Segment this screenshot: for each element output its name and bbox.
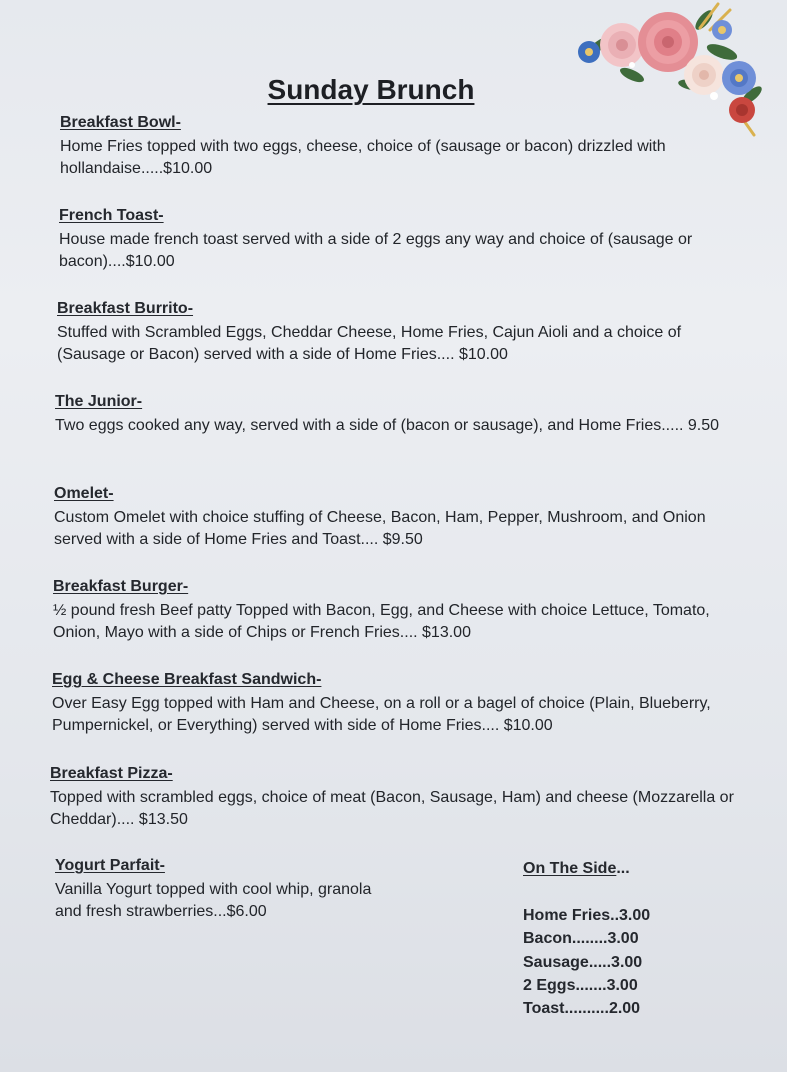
side-item-sausage: Sausage.....3.00 <box>523 953 643 971</box>
menu-item-description: Stuffed with Scrambled Eggs, Cheddar Cheese, Home Fries, Cajun Aioli and a choice of (Sausage or Bacon) served with a side of Home Fries.... $10.00 <box>57 324 682 363</box>
menu-item-omelet <box>54 484 744 551</box>
menu-item-breakfast-burrito <box>57 299 747 366</box>
menu-item-egg-cheese-sandwich <box>52 670 742 737</box>
menu-item-description: House made french toast served with a side of 2 eggs any way and choice of (sausage or bacon)....$10.00 <box>59 231 693 270</box>
menu-item-name: Egg & Cheese Breakfast Sandwich- <box>52 671 322 688</box>
menu-item-description: Vanilla Yogurt topped with cool whip, granola and fresh strawberries...$6.00 <box>55 881 372 920</box>
side-item-2-eggs: 2 Eggs.......3.00 <box>523 976 638 994</box>
page-title: Sunday Brunch <box>267 74 475 105</box>
menu-item-breakfast-bowl <box>60 113 750 180</box>
menu-item-french-toast <box>59 206 749 273</box>
menu-item-the-junior <box>55 392 745 437</box>
menu-item-name: Breakfast Burrito- <box>57 300 194 317</box>
menu-item-name: French Toast- <box>59 207 164 224</box>
side-item-toast: Toast..........2.00 <box>523 1000 641 1018</box>
sides-title-main: On The Side <box>523 860 617 877</box>
menu-item-breakfast-pizza <box>50 764 740 831</box>
menu-item-description: Two eggs cooked any way, served with a side of (bacon or sausage), and Home Fries..... 9.50 <box>55 417 720 434</box>
menu-item-name: The Junior- <box>55 393 143 410</box>
menu-item-description: Custom Omelet with choice stuffing of Cheese, Bacon, Ham, Pepper, Mushroom, and Onion served with a side of Home Fries and Toast.... $9.50 <box>54 509 706 548</box>
side-item-bacon: Bacon........3.00 <box>523 930 639 948</box>
menu-item-breakfast-burger <box>53 577 743 644</box>
menu-item-description: Topped with scrambled eggs, choice of meat (Bacon, Sausage, Ham) and cheese (Mozzarella or Cheddar).... $13.50 <box>50 789 734 828</box>
sides-list <box>523 904 723 1020</box>
menu-item-name: Breakfast Pizza- <box>50 765 173 782</box>
menu-item-name: Breakfast Burger- <box>53 578 189 595</box>
sides-title <box>523 858 723 880</box>
menu-item-description: Over Easy Egg topped with Ham and Cheese, on a roll or a bagel of choice (Plain, Blueberry, Pumpernickel, or Everything) served with side of Home Fries.... $10.00 <box>52 695 711 734</box>
menu-item-yogurt-parfait <box>55 856 375 923</box>
side-item-home-fries: Home Fries..3.00 <box>523 907 651 924</box>
menu-item-name: Yogurt Parfait- <box>55 857 165 874</box>
menu-item-description: Home Fries topped with two eggs, cheese, choice of (sausage or bacon) drizzled with hollandaise.....$10.00 <box>60 138 666 177</box>
menu-item-name: Breakfast Bowl- <box>60 114 181 131</box>
menu-item-description: ½ pound fresh Beef patty Topped with Bacon, Egg, and Cheese with choice Lettuce, Tomato, Onion, Mayo with a side of Chips or French Fries.... $13.00 <box>53 602 710 641</box>
sides-section <box>523 858 723 1020</box>
sides-title-tail: ... <box>616 860 630 877</box>
menu-item-name: Omelet- <box>54 485 114 502</box>
